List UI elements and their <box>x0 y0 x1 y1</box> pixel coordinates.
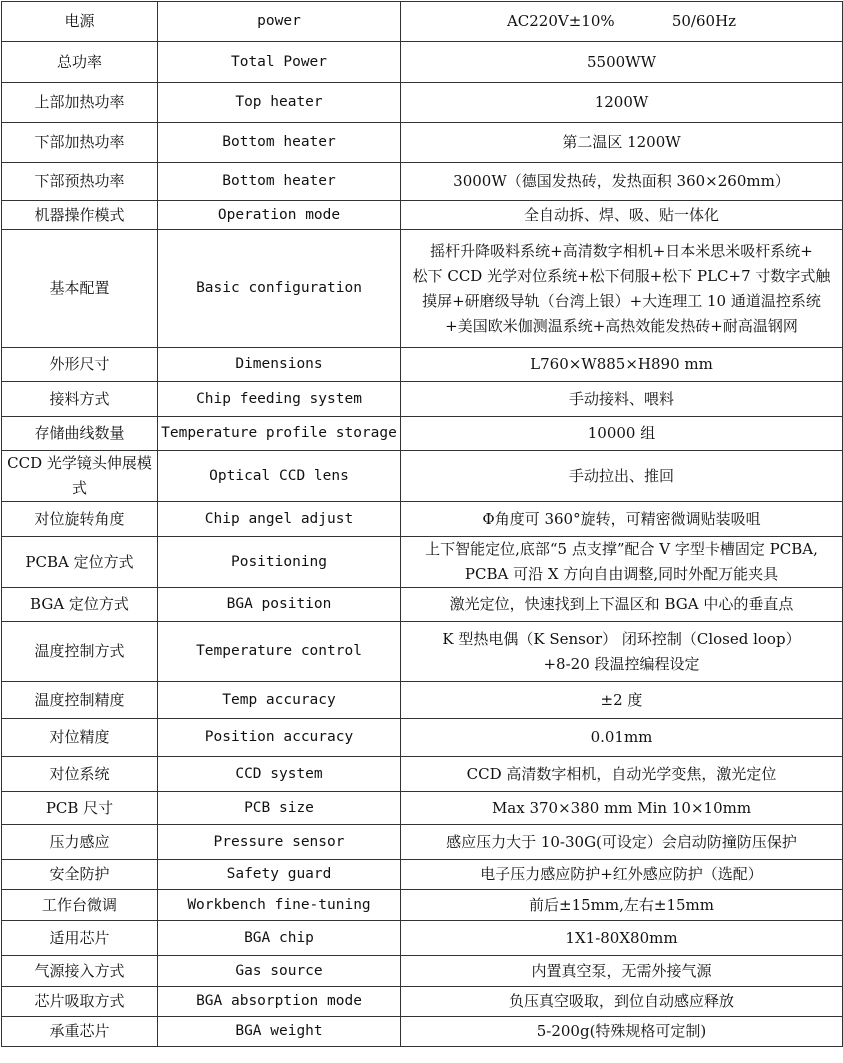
spec-label-en: BGA weight <box>158 1017 401 1047</box>
spec-label-en: Basic configuration <box>158 230 401 348</box>
spec-label-cn-line: CCD 光学镜头伸展模 <box>7 454 152 472</box>
spec-label-cn: 温度控制方式 <box>2 622 158 682</box>
spec-value: ±2 度 <box>401 682 843 719</box>
spec-value: 第二温区 1200W <box>401 123 843 163</box>
spec-value: 全自动拆、焊、吸、贴一体化 <box>401 201 843 230</box>
spec-label-cn: PCB 尺寸 <box>2 792 158 825</box>
spec-label-cn: 对位精度 <box>2 719 158 757</box>
spec-value: 负压真空吸取，到位自动感应释放 <box>401 987 843 1017</box>
spec-value <box>401 537 843 588</box>
spec-value: 5-200g(特殊规格可定制) <box>401 1017 843 1047</box>
spec-label-en: Optical CCD lens <box>158 451 401 502</box>
spec-value: 1X1-80X80mm <box>401 921 843 956</box>
table-row <box>2 382 843 417</box>
table-row <box>2 537 843 588</box>
spec-label-cn: 下部加热功率 <box>2 123 158 163</box>
table-row <box>2 502 843 537</box>
spec-label-en: BGA position <box>158 588 401 622</box>
spec-label-cn: 上部加热功率 <box>2 83 158 123</box>
spec-label-en: Workbench fine-tuning <box>158 890 401 921</box>
spec-label-en: Pressure sensor <box>158 825 401 860</box>
table-row <box>2 825 843 860</box>
table-row <box>2 890 843 921</box>
table-row <box>2 451 843 502</box>
spec-value: 3000W（德国发热砖，发热面积 360×260mm） <box>401 163 843 201</box>
spec-label-en: Operation mode <box>158 201 401 230</box>
table-row <box>2 83 843 123</box>
spec-value-line: 上下智能定位,底部“5 点支撑”配合 V 字型卡槽固定 PCBA, <box>425 540 818 558</box>
spec-value: Φ角度可 360°旋转，可精密微调贴装吸咀 <box>401 502 843 537</box>
spec-label-cn <box>2 451 158 502</box>
spec-label-en: Bottom heater <box>158 163 401 201</box>
table-row <box>2 201 843 230</box>
spec-table <box>1 1 843 1047</box>
spec-label-cn: 适用芯片 <box>2 921 158 956</box>
spec-value: 感应压力大于 10-30G(可设定）会启动防撞防压保护 <box>401 825 843 860</box>
table-row <box>2 230 843 348</box>
spec-label-cn: 芯片吸取方式 <box>2 987 158 1017</box>
spec-value: 手动接料、喂料 <box>401 382 843 417</box>
spec-label-en: BGA chip <box>158 921 401 956</box>
spec-label-en: Temp accuracy <box>158 682 401 719</box>
table-row <box>2 719 843 757</box>
spec-label-cn: 下部预热功率 <box>2 163 158 201</box>
table-row <box>2 987 843 1017</box>
spec-value: 电子压力感应防护+红外感应防护（选配） <box>401 860 843 890</box>
spec-value: 前后±15mm,左右±15mm <box>401 890 843 921</box>
table-row <box>2 956 843 987</box>
spec-label-cn: 总功率 <box>2 42 158 83</box>
spec-label-cn: 存储曲线数量 <box>2 417 158 451</box>
spec-value: AC220V±10% 50/60Hz <box>401 2 843 42</box>
spec-label-en: Chip feeding system <box>158 382 401 417</box>
spec-label-cn: 基本配置 <box>2 230 158 348</box>
table-row <box>2 348 843 382</box>
spec-label-cn: 对位旋转角度 <box>2 502 158 537</box>
spec-label-cn: 安全防护 <box>2 860 158 890</box>
spec-value-line: 摇杆升降吸料系统+高清数字相机+日本米思米吸杆系统+ <box>430 241 813 260</box>
spec-label-cn: 机器操作模式 <box>2 201 158 230</box>
spec-value: 内置真空泵，无需外接气源 <box>401 956 843 987</box>
spec-value: 1200W <box>401 83 843 123</box>
table-row <box>2 417 843 451</box>
spec-value: 激光定位，快速找到上下温区和 BGA 中心的垂直点 <box>401 588 843 622</box>
spec-value: CCD 高清数字相机，自动光学变焦，激光定位 <box>401 757 843 792</box>
table-row <box>2 1017 843 1047</box>
spec-value-line: 摸屏+研磨级导轨（台湾上银）+大连理工 10 通道温控系统 <box>422 291 821 310</box>
table-row <box>2 163 843 201</box>
spec-label-en: Bottom heater <box>158 123 401 163</box>
spec-label-en: CCD system <box>158 757 401 792</box>
spec-label-cn-line: 式 <box>71 479 87 497</box>
spec-label-en: power <box>158 2 401 42</box>
spec-label-cn: 承重芯片 <box>2 1017 158 1047</box>
spec-value: 10000 组 <box>401 417 843 451</box>
spec-value-line: PCBA 可沿 X 方向自由调整,同时外配万能夹具 <box>464 565 779 583</box>
spec-label-cn: 温度控制精度 <box>2 682 158 719</box>
spec-value: 5500WW <box>401 42 843 83</box>
spec-value <box>401 230 843 348</box>
table-row <box>2 123 843 163</box>
spec-value: Max 370×380 mm Min 10×10mm <box>401 792 843 825</box>
spec-label-cn: BGA 定位方式 <box>2 588 158 622</box>
spec-label-en: Safety guard <box>158 860 401 890</box>
table-row <box>2 42 843 83</box>
table-row <box>2 860 843 890</box>
spec-value <box>401 622 843 682</box>
spec-value-line: +8-20 段温控编程设定 <box>543 654 700 673</box>
table-row <box>2 588 843 622</box>
spec-label-en: Top heater <box>158 83 401 123</box>
spec-value-line: K 型热电偶（K Sensor） 闭环控制（Closed loop） <box>442 629 801 648</box>
spec-label-cn: 电源 <box>2 2 158 42</box>
spec-label-en: Dimensions <box>158 348 401 382</box>
spec-label-cn: 工作台微调 <box>2 890 158 921</box>
spec-value: 0.01mm <box>401 719 843 757</box>
spec-value: 手动拉出、推回 <box>401 451 843 502</box>
spec-table-body <box>2 2 843 1047</box>
spec-label-en: Positioning <box>158 537 401 588</box>
spec-label-cn: 接料方式 <box>2 382 158 417</box>
table-row <box>2 622 843 682</box>
spec-label-en: Gas source <box>158 956 401 987</box>
spec-label-cn: 对位系统 <box>2 757 158 792</box>
spec-label-en: BGA absorption mode <box>158 987 401 1017</box>
spec-label-en: Chip angel adjust <box>158 502 401 537</box>
table-row <box>2 757 843 792</box>
spec-value-line: +美国欧米伽测温系统+高热效能发热砖+耐高温钢网 <box>445 316 798 335</box>
spec-label-en: Position accuracy <box>158 719 401 757</box>
spec-label-en: Total Power <box>158 42 401 83</box>
spec-value-line: 松下 CCD 光学对位系统+松下伺服+松下 PLC+7 寸数字式触 <box>412 266 831 285</box>
spec-label-cn: 压力感应 <box>2 825 158 860</box>
table-row <box>2 2 843 42</box>
spec-label-en: Temperature control <box>158 622 401 682</box>
table-row <box>2 682 843 719</box>
table-row <box>2 792 843 825</box>
spec-label-en: PCB size <box>158 792 401 825</box>
spec-label-cn: PCBA 定位方式 <box>2 537 158 588</box>
spec-label-cn: 外形尺寸 <box>2 348 158 382</box>
spec-label-en: Temperature profile storage <box>158 417 401 451</box>
table-row <box>2 921 843 956</box>
spec-label-cn: 气源接入方式 <box>2 956 158 987</box>
spec-value: L760×W885×H890 mm <box>401 348 843 382</box>
